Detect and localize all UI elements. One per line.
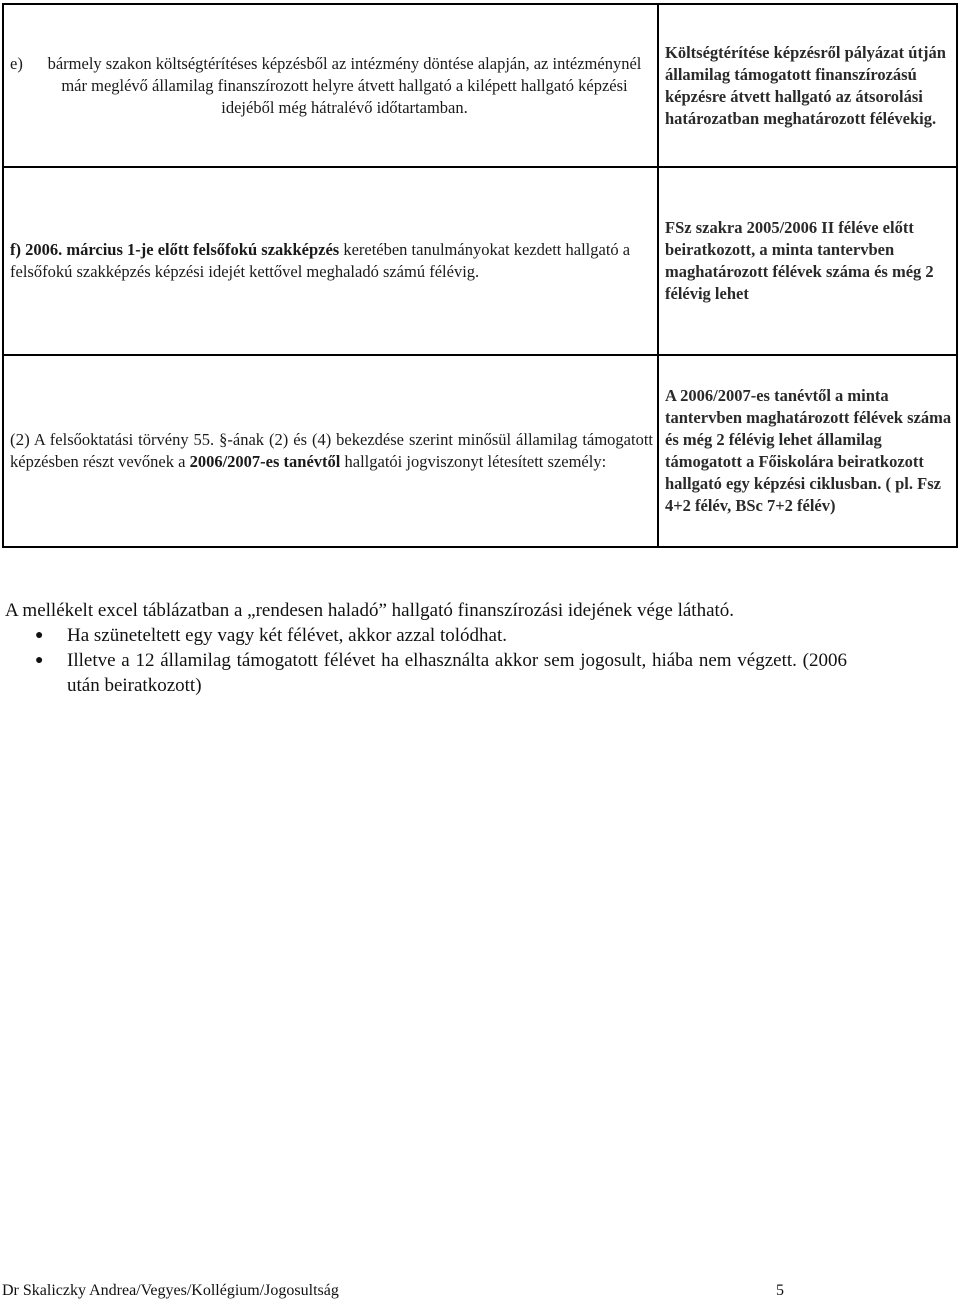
row-f-right-cell: FSz szakra 2005/2006 II féléve előtt beiratkozott, a minta tantervben maghatározott félévek száma és még 2 félévig lehet <box>658 167 957 355</box>
list-item-text: Ha szüneteltett egy vagy két félévet, akkor azzal tolódhat. <box>67 625 507 646</box>
page-number: 5 <box>776 1282 784 1299</box>
item-2-number: (2) <box>10 430 30 449</box>
row-e-left-cell <box>3 4 658 167</box>
item-e-text: bármely szakon költségtérítéses képzésből az intézmény döntése alapján, az intézménynél már meglévő államilag finanszírozott helyre átvett hallgató a kilépett hallgató képzési idejéből még hátralévő időtartamban. <box>47 53 642 117</box>
item-2-text-after: hallgatói jogviszonyt létesített személy: <box>340 452 607 471</box>
list-item <box>5 623 847 648</box>
eligibility-table <box>2 3 958 548</box>
bullet-icon: ● <box>35 628 44 643</box>
item-e <box>10 53 653 119</box>
item-2-bold-text: 2006/2007-es tanévtől <box>189 452 341 471</box>
row-2-right-cell: A 2006/2007-es tanévtől a minta tantervben maghatározott félévek száma és még 2 félévig lehet államilag támogatott a Főiskolára beiratkozott hallgató egy képzési ciklusban. ( pl. Fsz 4+2 félév, BSc 7+2 félév) <box>658 355 957 547</box>
item-f-bold-text: f) 2006. március 1-je előtt felsőfokú szakképzés <box>10 240 340 259</box>
item-2 <box>10 429 653 473</box>
list-item <box>5 648 847 698</box>
table-row <box>3 355 957 547</box>
row-2-left-cell <box>3 355 658 547</box>
intro-paragraph: A mellékelt excel táblázatban a „rendesen haladó” hallgató finanszírozási idejének vége látható. <box>5 600 735 621</box>
bullet-list <box>5 623 847 698</box>
bullet-icon: ● <box>35 653 44 668</box>
table-row <box>3 4 957 167</box>
row-e-right-cell: Költségtérítése képzésről pályázat útján államilag támogatott finanszírozású képzésre átvett hallgató az átsorolási határozatban meghatározott félévekig. <box>658 4 957 167</box>
item-e-marker: e) <box>10 53 23 73</box>
item-2-text-before: A felsőoktatási törvény 55. §-ának (2) és (4) bekezdése szerint minősül államilag támogatott képzésben részt vevőnek a <box>10 430 653 471</box>
footer-author-path: Dr Skaliczky Andrea/Vegyes/Kollégium/Jogosultság <box>2 1282 339 1299</box>
list-item-text: Illetve a 12 államilag támogatott félévet ha elhasználta akkor sem jogosult, hiába nem végzett. (2006 után beiratkozott) <box>67 650 847 696</box>
item-f-text: keretében tanulmányokat kezdett hallgató a felsőfokú szakképzés képzési idejét kettővel meghaladó számú félévig. <box>10 240 631 281</box>
item-f <box>10 239 653 283</box>
row-f-left-cell <box>3 167 658 355</box>
body-text <box>5 598 847 698</box>
table-row <box>3 167 957 355</box>
